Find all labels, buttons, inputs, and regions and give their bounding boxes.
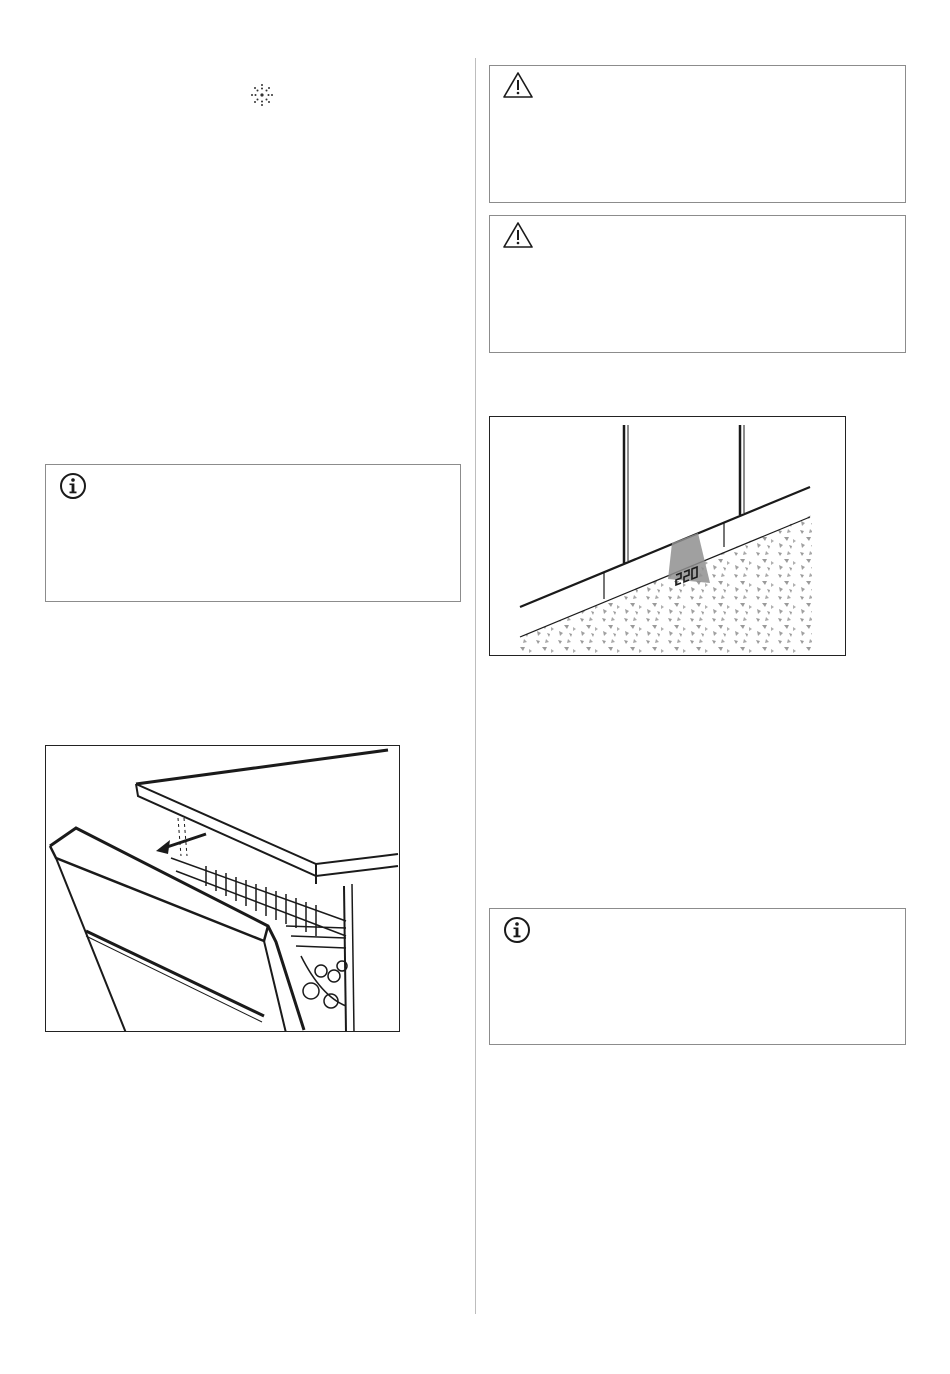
sunburst-icon bbox=[249, 82, 275, 108]
warning-note-box-1 bbox=[489, 65, 906, 203]
info-icon bbox=[58, 471, 88, 501]
warning-triangle-icon bbox=[502, 220, 534, 250]
floor-projection-figure bbox=[489, 416, 846, 656]
info-icon bbox=[502, 915, 532, 945]
info-note-box-right bbox=[489, 908, 906, 1045]
column-divider bbox=[475, 58, 476, 1314]
info-note-box bbox=[45, 464, 461, 602]
dishwasher-door-figure bbox=[45, 745, 400, 1032]
warning-triangle-icon bbox=[502, 70, 534, 100]
warning-note-box-2 bbox=[489, 215, 906, 353]
